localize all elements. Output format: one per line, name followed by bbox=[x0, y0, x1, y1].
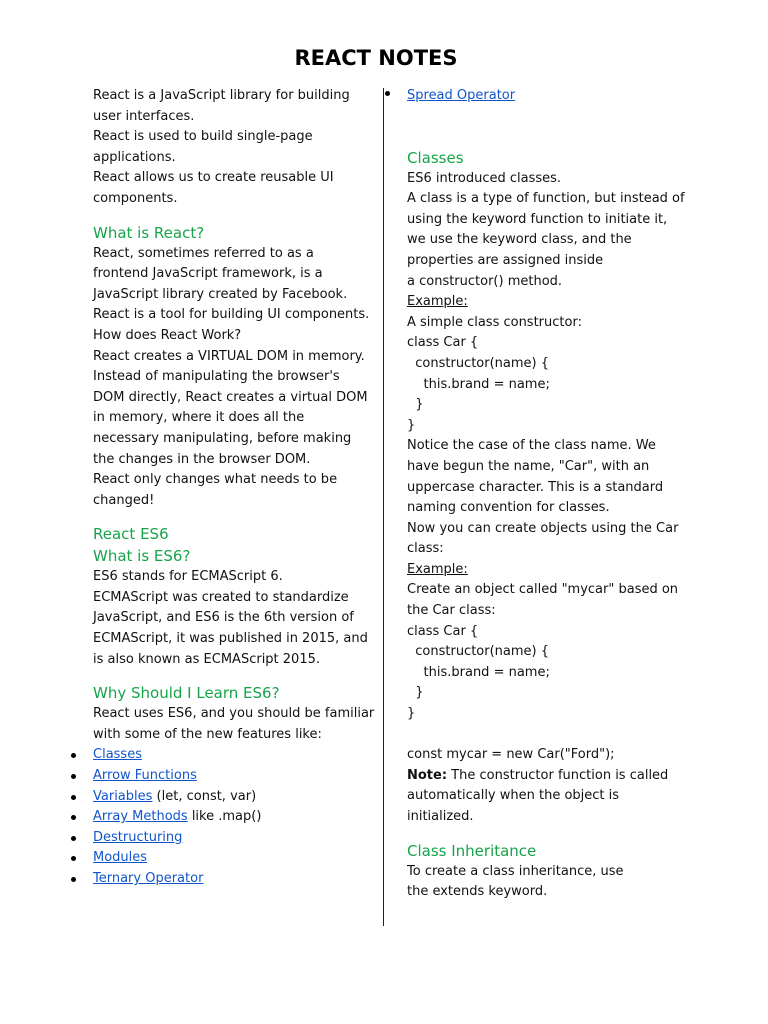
text-line: using the keyword function to initiate it, bbox=[407, 211, 668, 227]
text-line: frontend JavaScript framework, is a bbox=[93, 266, 323, 282]
text-line: ES6 stands for ECMAScript 6. bbox=[93, 569, 283, 585]
bullet-icon bbox=[71, 815, 76, 820]
text-line: React is used to build single-page bbox=[93, 129, 313, 145]
page-title: REACT NOTES bbox=[294, 46, 458, 70]
text-line: ES6 introduced classes. bbox=[407, 170, 562, 186]
code-line bbox=[407, 725, 687, 746]
list-item bbox=[93, 869, 365, 890]
bullet-icon bbox=[71, 877, 76, 882]
text-line: class: bbox=[407, 541, 444, 557]
text-line: Instead of manipulating the browser's bbox=[93, 369, 340, 385]
text-line: with some of the new features like: bbox=[93, 726, 322, 742]
code-line: } bbox=[407, 706, 416, 722]
list-item-suffix: (let, const, var) bbox=[152, 788, 257, 804]
bullet-icon bbox=[71, 836, 76, 841]
list-item bbox=[93, 848, 365, 869]
classes-paragraph bbox=[407, 169, 687, 293]
text-line: React is a JavaScript library for building bbox=[93, 88, 350, 103]
text-line: JavaScript, and ES6 is the 6th version of bbox=[93, 610, 354, 626]
text-line: React creates a VIRTUAL DOM in memory. bbox=[93, 348, 365, 364]
note-line bbox=[407, 766, 687, 787]
bullet-icon bbox=[71, 795, 76, 800]
text-line: initialized. bbox=[407, 809, 474, 824]
text-line: necessary manipulating, before making bbox=[93, 430, 352, 446]
list-item bbox=[407, 86, 687, 107]
heading-class-inheritance: Class Inheritance bbox=[407, 841, 537, 860]
intro-paragraph bbox=[93, 86, 365, 210]
text-line: ECMAScript, it was published in 2015, and bbox=[93, 631, 368, 647]
text-line: a constructor() method. bbox=[407, 273, 563, 289]
text-line: A simple class constructor: bbox=[407, 314, 582, 330]
list-item bbox=[93, 766, 365, 787]
left-column bbox=[93, 86, 375, 890]
heading-what-is-react: What is React? bbox=[93, 223, 205, 242]
text-line: ECMAScript was created to standardize bbox=[93, 589, 349, 605]
note-label: Note: bbox=[407, 767, 448, 783]
what-is-react-paragraph bbox=[93, 244, 370, 512]
bullet-icon bbox=[385, 91, 390, 96]
text-line: automatically when the object is bbox=[407, 788, 620, 804]
code-line: } bbox=[407, 397, 424, 413]
text-line: A class is a type of function, but instead of bbox=[407, 191, 685, 207]
list-item bbox=[93, 807, 365, 828]
code-line: class Car { bbox=[407, 335, 479, 351]
text-line: Create an object called "mycar" based on bbox=[407, 582, 679, 598]
list-item bbox=[93, 787, 365, 808]
code-line: } bbox=[407, 685, 424, 701]
naming-paragraph bbox=[407, 436, 687, 560]
bullet-icon bbox=[71, 774, 76, 779]
text-line: Notice the case of the class name. We bbox=[407, 438, 656, 454]
es6-paragraph bbox=[93, 567, 368, 670]
note-text: The constructor function is called bbox=[447, 767, 669, 783]
text-line: React, sometimes referred to as a bbox=[93, 245, 314, 261]
link-array-methods[interactable]: Array Methods bbox=[93, 809, 188, 825]
code-line: this.brand = name; bbox=[407, 376, 550, 392]
link-variables[interactable]: Variables bbox=[93, 788, 153, 804]
text-line: How does React Work? bbox=[93, 327, 242, 343]
text-line: have begun the name, "Car", with an bbox=[407, 458, 650, 474]
list-item bbox=[93, 745, 365, 766]
code-line: } bbox=[407, 417, 416, 433]
bullet-icon bbox=[71, 753, 76, 758]
heading-classes: Classes bbox=[407, 148, 464, 167]
text-line: the changes in the browser DOM. bbox=[93, 451, 311, 467]
text-line: React allows us to create reusable UI bbox=[93, 170, 334, 186]
text-line: properties are assigned inside bbox=[407, 252, 604, 268]
link-modules[interactable]: Modules bbox=[93, 850, 148, 866]
text-line: React is a tool for building UI components. bbox=[93, 307, 370, 323]
example-label: Example: bbox=[407, 294, 468, 310]
code-block-2 bbox=[407, 622, 687, 766]
link-classes[interactable]: Classes bbox=[93, 747, 142, 763]
text-line: naming convention for classes. bbox=[407, 500, 610, 516]
list-item-suffix: like .map() bbox=[187, 809, 262, 825]
feature-list bbox=[93, 745, 365, 889]
text-line: the Car class: bbox=[407, 603, 496, 619]
code-line: const mycar = new Car("Ford"); bbox=[407, 747, 615, 763]
code-line: constructor(name) { bbox=[407, 355, 550, 371]
example-label: Example: bbox=[407, 561, 468, 577]
text-line: uppercase character. This is a standard bbox=[407, 479, 664, 495]
heading-what-is-es6: What is ES6? bbox=[93, 547, 191, 566]
right-column bbox=[407, 86, 687, 903]
code-line: this.brand = name; bbox=[407, 664, 550, 680]
link-destructuring[interactable]: Destructuring bbox=[93, 829, 183, 845]
text-line: changed! bbox=[93, 492, 155, 508]
text-line: we use the keyword class, and the bbox=[407, 232, 632, 248]
text-line: React only changes what needs to be bbox=[93, 472, 338, 488]
text-line: React uses ES6, and you should be familiar bbox=[93, 706, 375, 722]
code-block-1 bbox=[407, 333, 687, 436]
text-line: is also known as ECMAScript 2015. bbox=[93, 651, 321, 667]
column-divider bbox=[383, 88, 384, 926]
heading-why-learn-es6: Why Should I Learn ES6? bbox=[93, 684, 280, 703]
list-item bbox=[93, 828, 365, 849]
text-line: Now you can create objects using the Car bbox=[407, 520, 679, 536]
code-line: constructor(name) { bbox=[407, 644, 550, 660]
text-line: components. bbox=[93, 190, 178, 206]
link-spread-operator[interactable]: Spread Operator bbox=[407, 88, 516, 103]
text-line: DOM directly, React creates a virtual DOM bbox=[93, 389, 368, 405]
link-ternary-operator[interactable]: Ternary Operator bbox=[93, 871, 204, 886]
text-line: JavaScript library created by Facebook. bbox=[93, 286, 348, 302]
text-line: user interfaces. bbox=[93, 108, 195, 124]
text-line: To create a class inheritance, use bbox=[407, 863, 624, 879]
link-arrow-functions[interactable]: Arrow Functions bbox=[93, 768, 197, 784]
code-line: class Car { bbox=[407, 623, 479, 639]
text-line: applications. bbox=[93, 149, 176, 165]
heading-react-es6: React ES6 bbox=[93, 525, 169, 544]
text-line: the extends keyword. bbox=[407, 884, 548, 900]
text-line: in memory, where it does all the bbox=[93, 410, 305, 426]
bullet-icon bbox=[71, 856, 76, 861]
